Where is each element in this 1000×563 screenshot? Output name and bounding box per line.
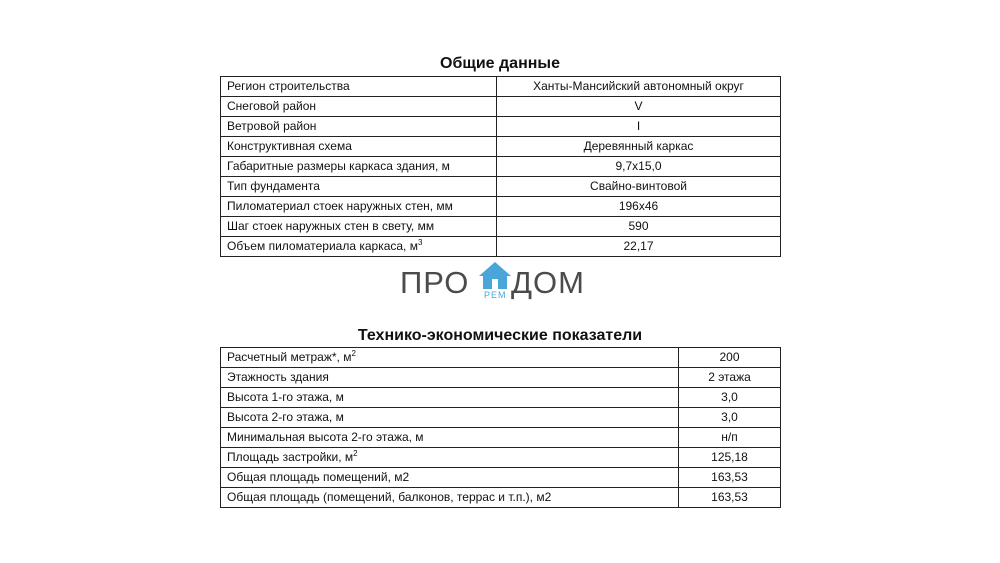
- table-row: [221, 117, 781, 137]
- row-value: Деревянный каркас: [497, 137, 781, 157]
- pro-dom-logo: [400, 261, 610, 305]
- row-value: 22,17: [497, 237, 781, 257]
- row-label: Минимальная высота 2-го этажа, м: [221, 428, 679, 448]
- row-label: Тип фундамента: [221, 177, 497, 197]
- row-label: Снеговой район: [221, 97, 497, 117]
- row-label: [221, 448, 679, 468]
- table-row: [221, 237, 781, 257]
- table-row: [221, 408, 781, 428]
- row-value: Свайно-винтовой: [497, 177, 781, 197]
- row-label: Ветровой район: [221, 117, 497, 137]
- row-label: Общая площадь (помещений, балконов, террас и т.п.), м2: [221, 488, 679, 508]
- table-row: [221, 97, 781, 117]
- row-label: Габаритные размеры каркаса здания, м: [221, 157, 497, 177]
- indicators-title: Технико-экономические показатели: [357, 327, 643, 344]
- row-label: Общая площадь помещений, м2: [221, 468, 679, 488]
- table-row: [221, 468, 781, 488]
- row-value: 3,0: [679, 388, 781, 408]
- table-row: [221, 488, 781, 508]
- row-value: 200: [679, 348, 781, 368]
- table-row: [221, 428, 781, 448]
- row-label-text: Расчетный метраж*, м: [227, 350, 352, 364]
- row-label: Пиломатериал стоек наружных стен, мм: [221, 197, 497, 217]
- table-row: [221, 448, 781, 468]
- row-value: 196х46: [497, 197, 781, 217]
- row-label: [221, 237, 497, 257]
- logo-word-left: ПРО: [400, 265, 470, 300]
- unit-superscript: 2: [351, 349, 356, 358]
- table-row: [221, 388, 781, 408]
- general-data-title: Общие данные: [440, 55, 560, 72]
- row-label: Этажность здания: [221, 368, 679, 388]
- table-row: [221, 77, 781, 97]
- row-label-text: Площадь застройки, м: [227, 450, 354, 464]
- row-label: Высота 1-го этажа, м: [221, 388, 679, 408]
- logo-word-right: ДОМ: [511, 265, 585, 300]
- logo-sub-text: РЕМ: [484, 290, 507, 300]
- table-row: [221, 368, 781, 388]
- row-value: Ханты-Мансийский автономный округ: [497, 77, 781, 97]
- row-label: Шаг стоек наружных стен в свету, мм: [221, 217, 497, 237]
- table-row: [221, 177, 781, 197]
- row-value: 3,0: [679, 408, 781, 428]
- row-label-text: Объем пиломатериала каркаса, м: [227, 239, 418, 253]
- unit-superscript: 2: [353, 449, 358, 458]
- row-value: 125,18: [679, 448, 781, 468]
- table-row: [221, 137, 781, 157]
- row-label: Высота 2-го этажа, м: [221, 408, 679, 428]
- row-value: 163,53: [679, 468, 781, 488]
- row-value: I: [497, 117, 781, 137]
- row-value: V: [497, 97, 781, 117]
- row-value: н/п: [679, 428, 781, 448]
- row-value: 9,7х15,0: [497, 157, 781, 177]
- row-label: Регион строительства: [221, 77, 497, 97]
- table-row: [221, 348, 781, 368]
- indicators-table: [220, 347, 781, 508]
- table-row: [221, 197, 781, 217]
- unit-superscript: 3: [417, 238, 423, 247]
- house-icon: [478, 261, 512, 293]
- row-label: Конструктивная схема: [221, 137, 497, 157]
- row-value: 163,53: [679, 488, 781, 508]
- table-row: [221, 217, 781, 237]
- general-data-table: [220, 76, 781, 257]
- row-value: 2 этажа: [679, 368, 781, 388]
- row-value: 590: [497, 217, 781, 237]
- row-label: [221, 348, 679, 368]
- table-row: [221, 157, 781, 177]
